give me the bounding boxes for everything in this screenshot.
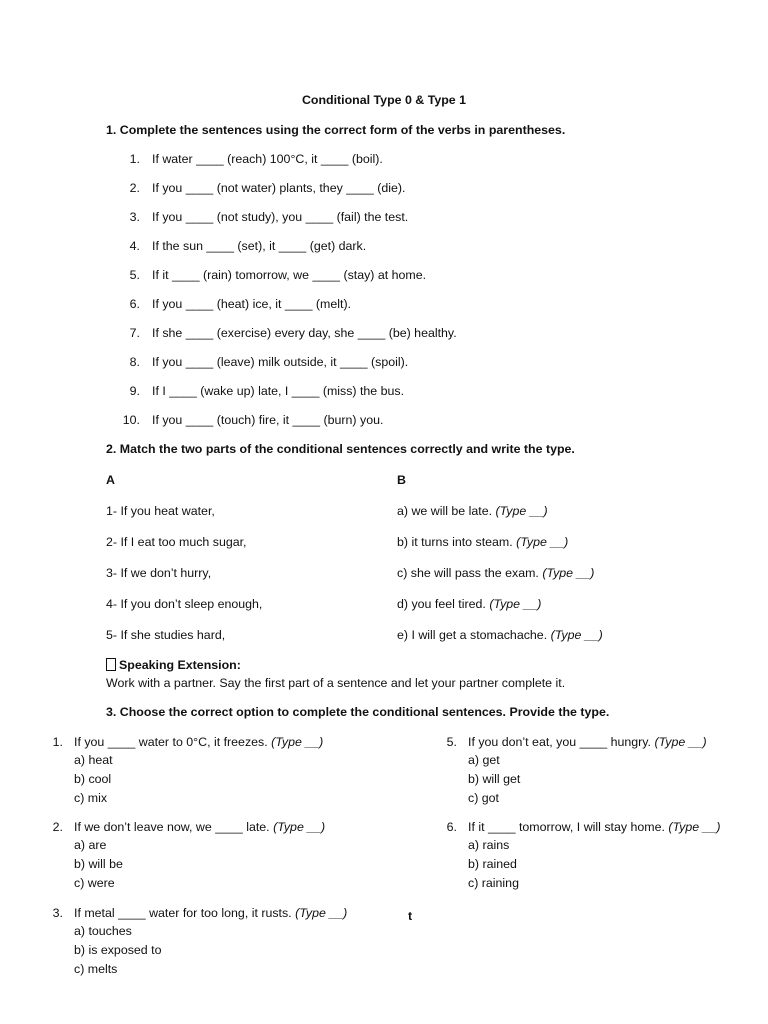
match-a-item: 4- If you don’t sleep enough,: [106, 597, 263, 611]
type-blank: (Type __): [550, 628, 603, 642]
list-item-number: 2.: [129, 181, 140, 195]
list-item-text: If you ____ (not study), you ____ (fail) the test.: [152, 210, 409, 224]
question-stem: [468, 736, 707, 748]
match-b-text: c) she will pass the exam.: [397, 566, 539, 580]
list-item-number: 5.: [129, 268, 140, 282]
list-item-text: If water ____ (reach) 100°C, it ____ (boil).: [152, 152, 383, 166]
question-text: If we don’t leave now, we ____ late.: [74, 820, 270, 834]
list-item-number: 4.: [129, 239, 140, 253]
speaking-heading: [106, 658, 241, 671]
question-text: If metal ____ water for too long, it rusts.: [74, 906, 292, 920]
question-stem: [468, 821, 721, 833]
question-text: If you don’t eat, you ____ hungry.: [468, 735, 652, 749]
type-blank: (Type __): [273, 820, 326, 834]
question-number: 1.: [52, 735, 63, 749]
match-b-text: d) you feel tired.: [397, 597, 486, 611]
column-b-header: B: [397, 473, 406, 487]
match-a-item: 3- If we don’t hurry,: [106, 566, 212, 580]
answer-option: b) is exposed to: [74, 943, 162, 957]
list-item-text: If the sun ____ (set), it ____ (get) dark.: [152, 239, 367, 253]
column-a-header: A: [106, 473, 115, 487]
list-item-number: 8.: [129, 355, 140, 369]
answer-option: a) get: [468, 753, 500, 767]
answer-option: c) raining: [468, 876, 519, 890]
list-item-text: If I ____ (wake up) late, I ____ (miss) the bus.: [152, 384, 405, 398]
type-blank: (Type __): [542, 566, 595, 580]
type-blank: (Type __): [495, 504, 548, 518]
question-number: 3.: [52, 906, 63, 920]
list-item-number: 6.: [129, 297, 140, 311]
section1-heading: 1. Complete the sentences using the correct form of the verbs in parentheses.: [106, 123, 566, 137]
section2-heading: 2. Match the two parts of the conditional sentences correctly and write the type.: [106, 442, 575, 456]
answer-option: c) mix: [74, 791, 108, 805]
type-blank: (Type __): [516, 535, 569, 549]
question-number: 6.: [446, 820, 457, 834]
type-blank: (Type __): [668, 820, 721, 834]
match-b-item: [397, 629, 603, 641]
match-b-text: b) it turns into steam.: [397, 535, 513, 549]
question-number: 2.: [52, 820, 63, 834]
type-blank: (Type __): [295, 906, 348, 920]
list-item-text: If it ____ (rain) tomorrow, we ____ (stay) at home.: [152, 268, 427, 282]
page-title: Conditional Type 0 & Type 1: [301, 93, 467, 107]
answer-option: c) got: [468, 791, 499, 805]
match-a-item: 2- If I eat too much sugar,: [106, 535, 247, 549]
answer-option: b) rained: [468, 857, 517, 871]
stray-character: t: [408, 909, 413, 923]
list-item-text: If you ____ (touch) fire, it ____ (burn) you.: [152, 413, 384, 427]
question-number: 5.: [446, 735, 457, 749]
list-item-number: 9.: [129, 384, 140, 398]
answer-option: a) heat: [74, 753, 113, 767]
speaking-body: Work with a partner. Say the first part of a sentence and let your partner complete it.: [106, 676, 566, 690]
match-a-item: 1- If you heat water,: [106, 504, 215, 518]
list-item-text: If you ____ (leave) milk outside, it ____ (spoil).: [152, 355, 409, 369]
match-b-item: [397, 536, 568, 548]
answer-option: a) rains: [468, 838, 510, 852]
answer-option: b) will get: [468, 772, 521, 786]
match-b-item: [397, 567, 594, 579]
answer-option: b) cool: [74, 772, 112, 786]
list-item-number: 3.: [129, 210, 140, 224]
section3-heading: 3. Choose the correct option to complete the conditional sentences. Provide the type.: [106, 705, 610, 719]
question-text: If it ____ tomorrow, I will stay home.: [468, 820, 665, 834]
question-stem: [74, 907, 347, 919]
type-blank: (Type __): [489, 597, 542, 611]
list-item-number: 7.: [129, 326, 140, 340]
list-item-number: 1.: [129, 152, 140, 166]
match-b-text: a) we will be late.: [397, 504, 493, 518]
list-item-text: If you ____ (heat) ice, it ____ (melt).: [152, 297, 352, 311]
match-b-item: [397, 505, 548, 517]
match-b-item: [397, 598, 541, 610]
list-item-number: 10.: [122, 413, 140, 427]
answer-option: c) were: [74, 876, 115, 890]
question-stem: [74, 821, 325, 833]
list-item-text: If you ____ (not water) plants, they ____ (die).: [152, 181, 406, 195]
match-b-text: e) I will get a stomachache.: [397, 628, 548, 642]
missing-glyph-icon: [106, 658, 116, 671]
answer-option: a) touches: [74, 924, 132, 938]
type-blank: (Type __): [271, 735, 324, 749]
question-text: If you ____ water to 0°C, it freezes.: [74, 735, 268, 749]
match-a-item: 5- If she studies hard,: [106, 628, 226, 642]
question-stem: [74, 736, 323, 748]
list-item-text: If she ____ (exercise) every day, she ____ (be) healthy.: [152, 326, 457, 340]
answer-option: c) melts: [74, 962, 118, 976]
type-blank: (Type __): [654, 735, 707, 749]
answer-option: a) are: [74, 838, 107, 852]
answer-option: b) will be: [74, 857, 123, 871]
speaking-heading-text: Speaking Extension:: [119, 658, 241, 672]
